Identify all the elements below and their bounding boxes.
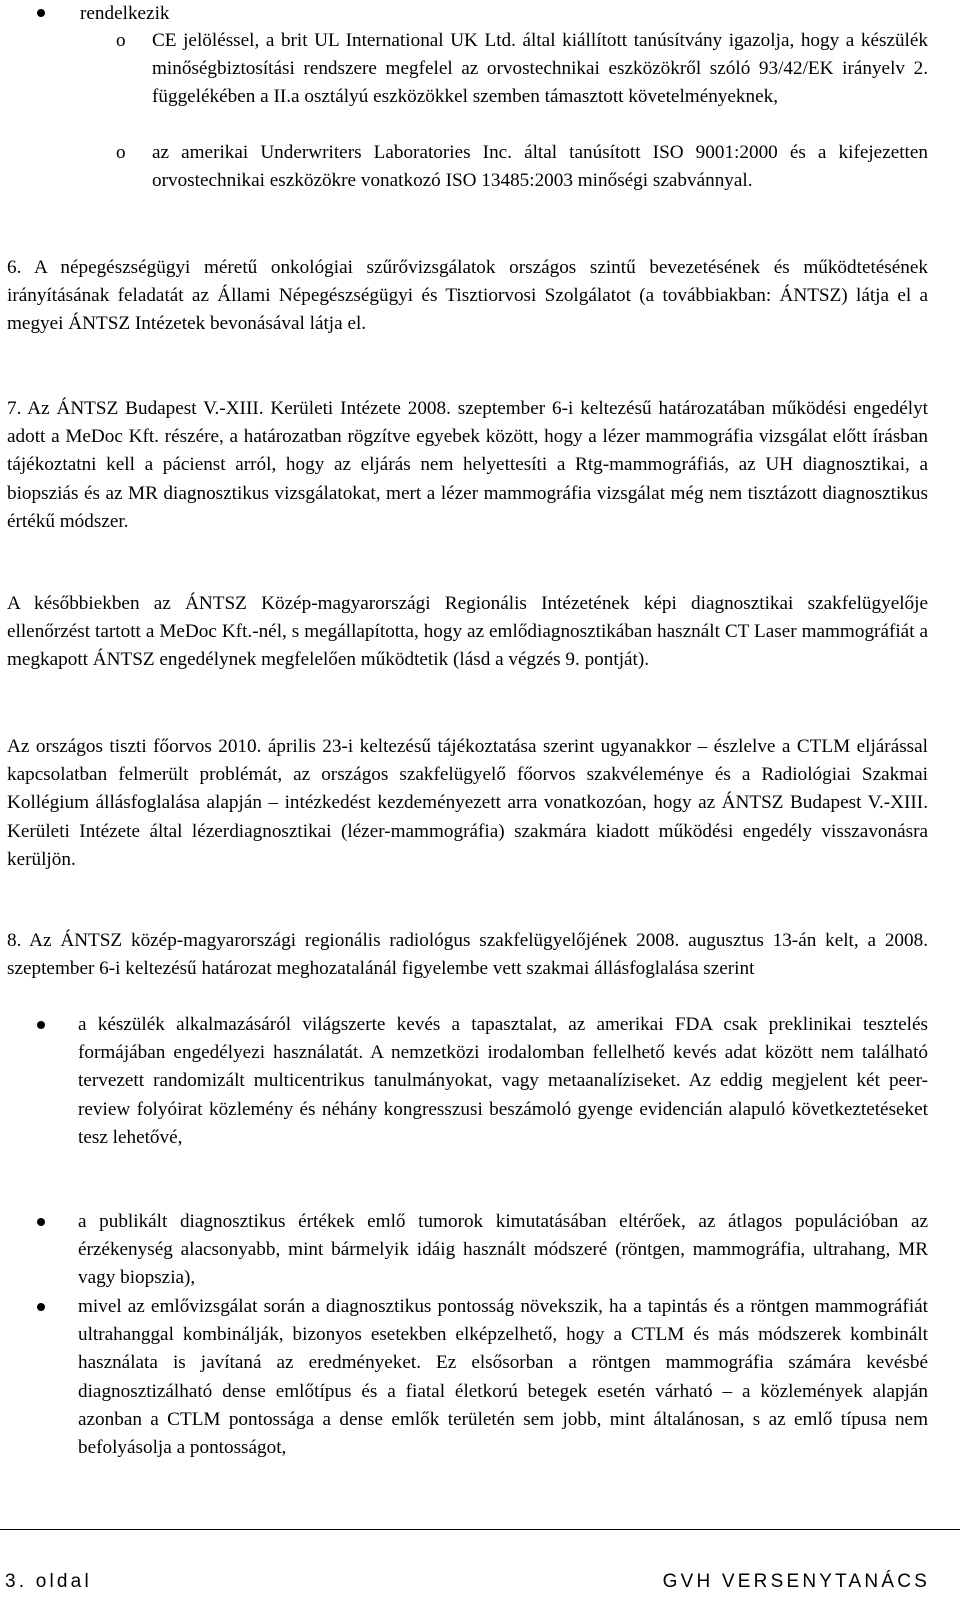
sub-list-text-1: CE jelöléssel, a brit UL International UK Ltd. által kiállított tanúsítvány igazolja, hogy a készülék minőségbiztosítási rendszere megfelel az orvostechnikai eszközökről szóló 93/42/EK irányelv 2. függelékében a II.a osztályú eszközökkel szemben támasztott követelményeknek,: [152, 30, 928, 108]
paragraph-6: 6. A népegészségügyi méretű onkológiai szűrővizsgálatok országos szintű bevezetésének és működtetésének irányításának feladatát az Állami Népegészségügyi és Tisztiorvosi Szolgálatot (a továbbiakban: ÁNTSZ) látja el a megyei ÁNTSZ Intézetek bevonásával látja el.: [7, 257, 928, 335]
bottom-list-text-3: mivel az emlővizsgálat során a diagnosztikus pontosság növekszik, ha a tapintás és a röntgen mammográfiát ultrahanggal kombinálják, bizonyos esetekben elképzelhető, hogy a CTLM és más módszerek kombinált használata is javítaná az eredményeket. Ez elsősorban a röntgen mammográfia számára kevésbé diagnosztizálható dense emlőtípus és a fiatal életkorú betegek esetén várható – a közlemények alapján azonban a CTLM pontossága a dense emlők területén sem jobb, mint általánosan, s az emlő típusa nem befolyásolja a pontosságot,: [78, 1296, 928, 1459]
paragraph-chief-medical-officer: Az országos tiszti főorvos 2010. április 23-i keltezésű tájékoztatása szerint ugyanakkor – észlelve a CTLM eljárással kapcsolatban felmerült problémát, az országos szakfelügyelő főorvos szakvéleménye és a Radiológiai Szakmai Kollégium állásfoglalása alapján – intézkedést kezdeményezett arra vonatkozóan, hogy az ÁNTSZ Budapest V.-XIII. Kerületi Intézete által lézerdiagnosztikai (lézer-mammográfia) szakmára kiadott működési engedély visszavonásra kerüljön.: [7, 736, 928, 870]
bullet-icon: [37, 1021, 45, 1029]
paragraph-7: 7. Az ÁNTSZ Budapest V.-XIII. Kerületi Intézete 2008. szeptember 6-i keltezésű határozatában működési engedélyt adott a MeDoc Kft. részére, a határozatban rögzítve egyebek között, hogy a lézer mammográfia vizsgálat előtt írásban tájékoztatni kell a pácienst arról, hogy az eljárás nem helyettesíti a Rtg-mammográfiás, az UH diagnosztikai, a biopsziás és az MR diagnosztikus vizsgálatokat, mert a lézer mammográfia vizsgálat még nem tisztázott diagnosztikus értékű módszer.: [7, 398, 928, 532]
footer-organization: GVH VERSENYTANÁCS: [662, 1571, 930, 1592]
top-bullet-text: rendelkezik: [80, 3, 170, 24]
footer-page-number: 3. oldal: [5, 1571, 92, 1592]
sub-list-text-2: az amerikai Underwriters Laboratories Inc. által tanúsított ISO 9001:2000 és a kifejezetten orvostechnikai eszközökre vonatkozó ISO 13485:2003 minőségi szabvánnyal.: [152, 142, 928, 192]
bottom-list-text-2: a publikált diagnosztikus értékek emlő tumorok kimutatásában eltérőek, az átlagos populációban az érzékenység alacsonyabb, mint bármelyik idáig használt módszeré (röntgen, mammográfia, ultrahang, MR vagy biopszia),: [78, 1211, 928, 1289]
paragraph-8: 8. Az ÁNTSZ közép-magyarországi regionális radiológus szakfelügyelőjének 2008. augusztus 13-án kelt, a 2008. szeptember 6-i keltezésű határozat meghozatalánál figyelembe vett szakmai állásfoglalása szerint: [7, 930, 928, 980]
circle-bullet-icon: o: [116, 142, 126, 163]
paragraph-later-inspection: A későbbiekben az ÁNTSZ Közép-magyarországi Regionális Intézetének képi diagnosztikai szakfelügyelője ellenőrzést tartott a MeDoc Kft.-nél, s megállapította, hogy az emlődiagnosztikában használt CT Laser mammográfiát a megkapott ÁNTSZ engedélynek megfelelően működtetik (lásd a végzés 9. pontját).: [7, 593, 928, 671]
bullet-icon: [37, 9, 45, 17]
footer-divider: [0, 1529, 960, 1530]
bullet-icon: [37, 1218, 45, 1226]
circle-bullet-icon: o: [116, 30, 126, 51]
bottom-list-text-1: a készülék alkalmazásáról világszerte kevés a tapasztalat, az amerikai FDA csak preklinikai tesztelés formájában engedélyezi használatát. A nemzetközi irodalomban fellelhető kevés adat között nem található tervezett randomizált multicentrikus tanulmányokat, vagy metaanalíziseket. Az eddig megjelent két peer-review folyóirat közlemény és néhány kongresszusi beszámoló gyenge evidencián alapuló következtetéseket tesz lehetővé,: [78, 1014, 928, 1148]
bullet-icon: [37, 1303, 45, 1311]
